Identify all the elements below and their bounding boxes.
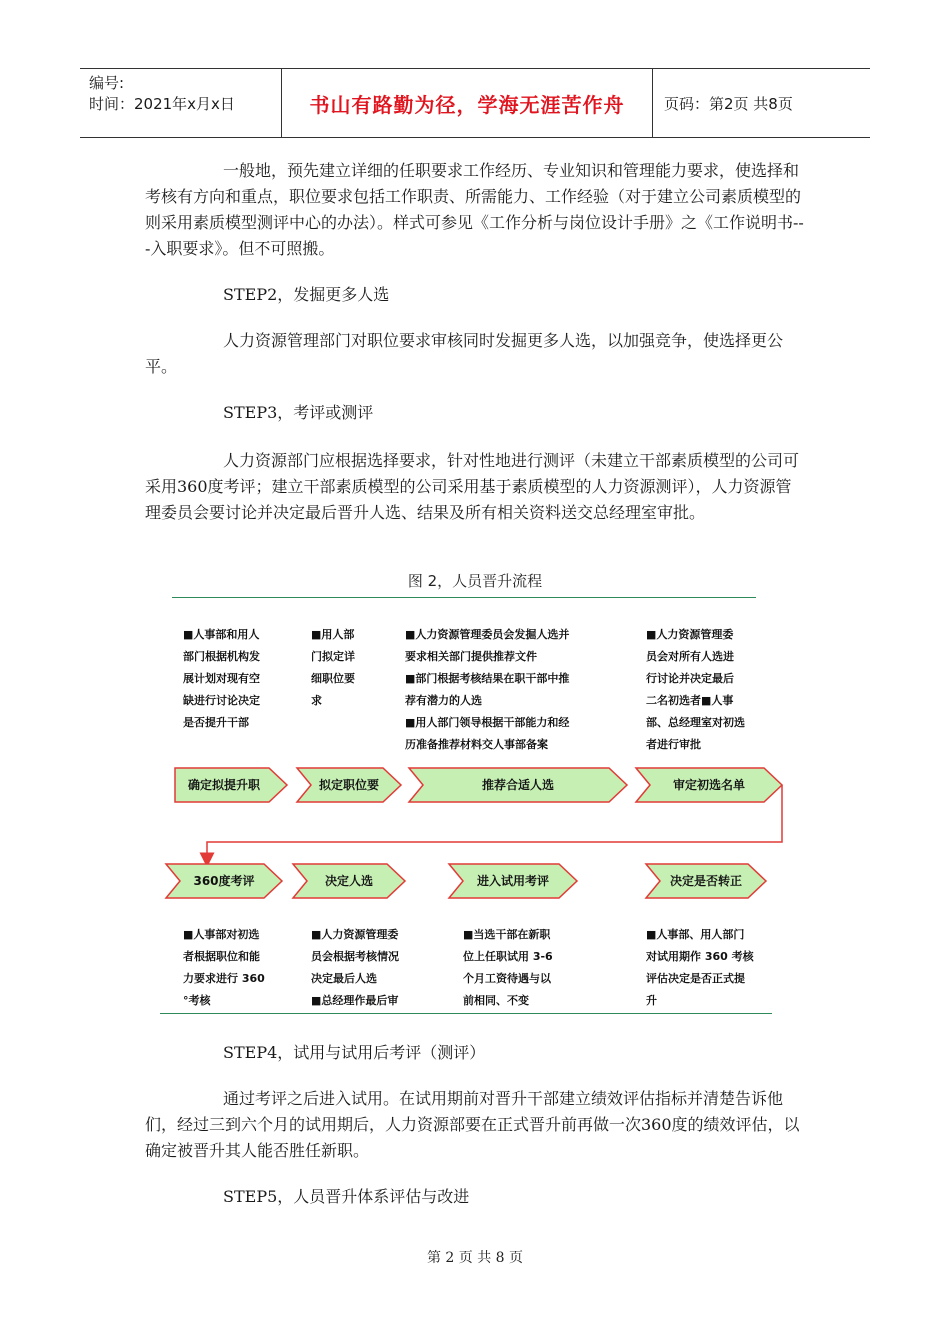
note-line: ■人力资源管理委 xyxy=(646,628,734,641)
note-line: 对试用期作 360 考核 xyxy=(646,950,754,963)
flow-step-label: 推荐合适人选 xyxy=(481,778,555,792)
note-line: ■部门根据考核结果在职干部中推 xyxy=(405,672,570,685)
paragraph-requirements-text: 一般地，预先建立详细的任职要求工作经历、专业知识和管理能力要求，使选择和考核有方向和重点，职位要求包括工作职责、所需能力、工作经验（对于建立公司素质模型的则采用素质模型测评中心的办法）。样式可参见《工作分析与岗位设计手册》之《工作说明书---入职要求》。但不可照搬。 xyxy=(145,161,804,258)
note-line: 评估决定是否正式提 xyxy=(646,972,745,985)
figure-title: 图 2，人员晋升流程 xyxy=(407,572,543,590)
step3-heading: STEP3，考评或测评 xyxy=(223,403,374,422)
note-line: 位上任职试用 3-6 xyxy=(463,950,553,963)
flow-step-label: 拟定职位要 xyxy=(318,778,380,792)
note-line: 历准备推荐材料交人事部备案 xyxy=(405,738,548,751)
flow-step-label: 进入试用考评 xyxy=(476,874,550,888)
note-line: ■用人部门领导根据干部能力和经 xyxy=(405,716,570,729)
step4-heading: STEP4，试用与试用后考评（测评） xyxy=(223,1043,486,1062)
flow-step-label: 审定初选名单 xyxy=(672,778,746,792)
note-line: 升 xyxy=(646,994,657,1007)
note-line: ■人事部、用人部门 xyxy=(646,928,745,941)
note-line: 细职位要 xyxy=(311,672,355,685)
paragraph-candidates-text: 人力资源管理部门对职位要求审核同时发掘更多人选，以加强竞争，使选择更公平。 xyxy=(145,331,784,376)
note-line: ■人力资源管理委 xyxy=(311,928,399,941)
step2-heading: STEP2，发掘更多人选 xyxy=(223,285,390,304)
note-line: 要求相关部门提供推荐文件 xyxy=(405,650,537,663)
note-line: 二名初选者■人事 xyxy=(646,694,734,707)
note-line: °考核 xyxy=(183,994,211,1007)
note-line: ■用人部 xyxy=(311,628,355,641)
note-line: 求 xyxy=(311,694,322,707)
note-line: ■人力资源管理委员会发掘人选并 xyxy=(405,628,570,641)
note-line: 门拟定详 xyxy=(311,650,355,663)
paragraph-trial-text: 通过考评之后进入试用。在试用期前对晋升干部建立绩效评估指标并清楚告诉他们，经过三到六个月的试用期后，人力资源部要在正式晋升前再做一次360度的绩效评估，以确定被晋升其人能否胜任新职。 xyxy=(145,1089,800,1160)
note-line: 是否提升干部 xyxy=(183,716,249,729)
note-line: 展计划对现有空 xyxy=(183,672,260,685)
note-line: 个月工资待遇与以 xyxy=(463,972,551,985)
paragraph-evaluation-text: 人力资源部门应根据选择要求，针对性地进行测评（未建立干部素质模型的公司可采用360度考评；建立干部素质模型的公司采用基于素质模型的人力资源测评），人力资源管理委员会要讨论并决定最后晋升人选、结果及所有相关资料送交总经理室审批。 xyxy=(145,451,800,522)
note-line: 力要求进行 360 xyxy=(183,972,265,985)
note-line: 荐有潜力的人选 xyxy=(405,694,482,707)
note-line: 行讨论并决定最后 xyxy=(646,672,734,685)
page-footer: 第 2 页 共 8 页 xyxy=(426,1250,524,1266)
flow-step-label: 360度考评 xyxy=(193,874,255,888)
flow-step-label: 确定拟提升职 xyxy=(187,778,261,792)
note-line: 者进行审批 xyxy=(646,738,701,751)
header-page-number: 页码：第2页 共8页 xyxy=(664,94,793,113)
note-line: 决定最后人选 xyxy=(311,972,377,985)
note-line: ■当选干部在新职 xyxy=(463,928,551,941)
note-line: 部门根据机构发 xyxy=(183,650,260,663)
note-line: 员会对所有人选进 xyxy=(646,650,734,663)
header-motto: 书山有路勤为径，学海无涯苦作舟 xyxy=(282,69,653,137)
note-line: ■人事部对初选 xyxy=(183,928,260,941)
note-line: 前相同、不变 xyxy=(463,994,529,1007)
note-line: 缺进行讨论决定 xyxy=(183,694,260,707)
note-line: 部、总经理室对初选 xyxy=(646,716,745,729)
flow-step-label: 决定是否转正 xyxy=(669,874,743,888)
note-line: 员会根据考核情况 xyxy=(311,950,399,963)
note-line: ■总经理作最后审 xyxy=(311,994,399,1007)
flow-step-label: 决定人选 xyxy=(324,874,374,888)
number-label: 编号: xyxy=(89,74,125,92)
note-line: ■人事部和用人 xyxy=(183,628,260,641)
step5-heading: STEP5，人员晋升体系评估与改进 xyxy=(223,1187,470,1206)
paragraph-trial xyxy=(145,1086,805,1164)
note-line: 者根据职位和能 xyxy=(183,950,260,963)
time-label: 时间：2021年x月x日 xyxy=(89,95,235,113)
